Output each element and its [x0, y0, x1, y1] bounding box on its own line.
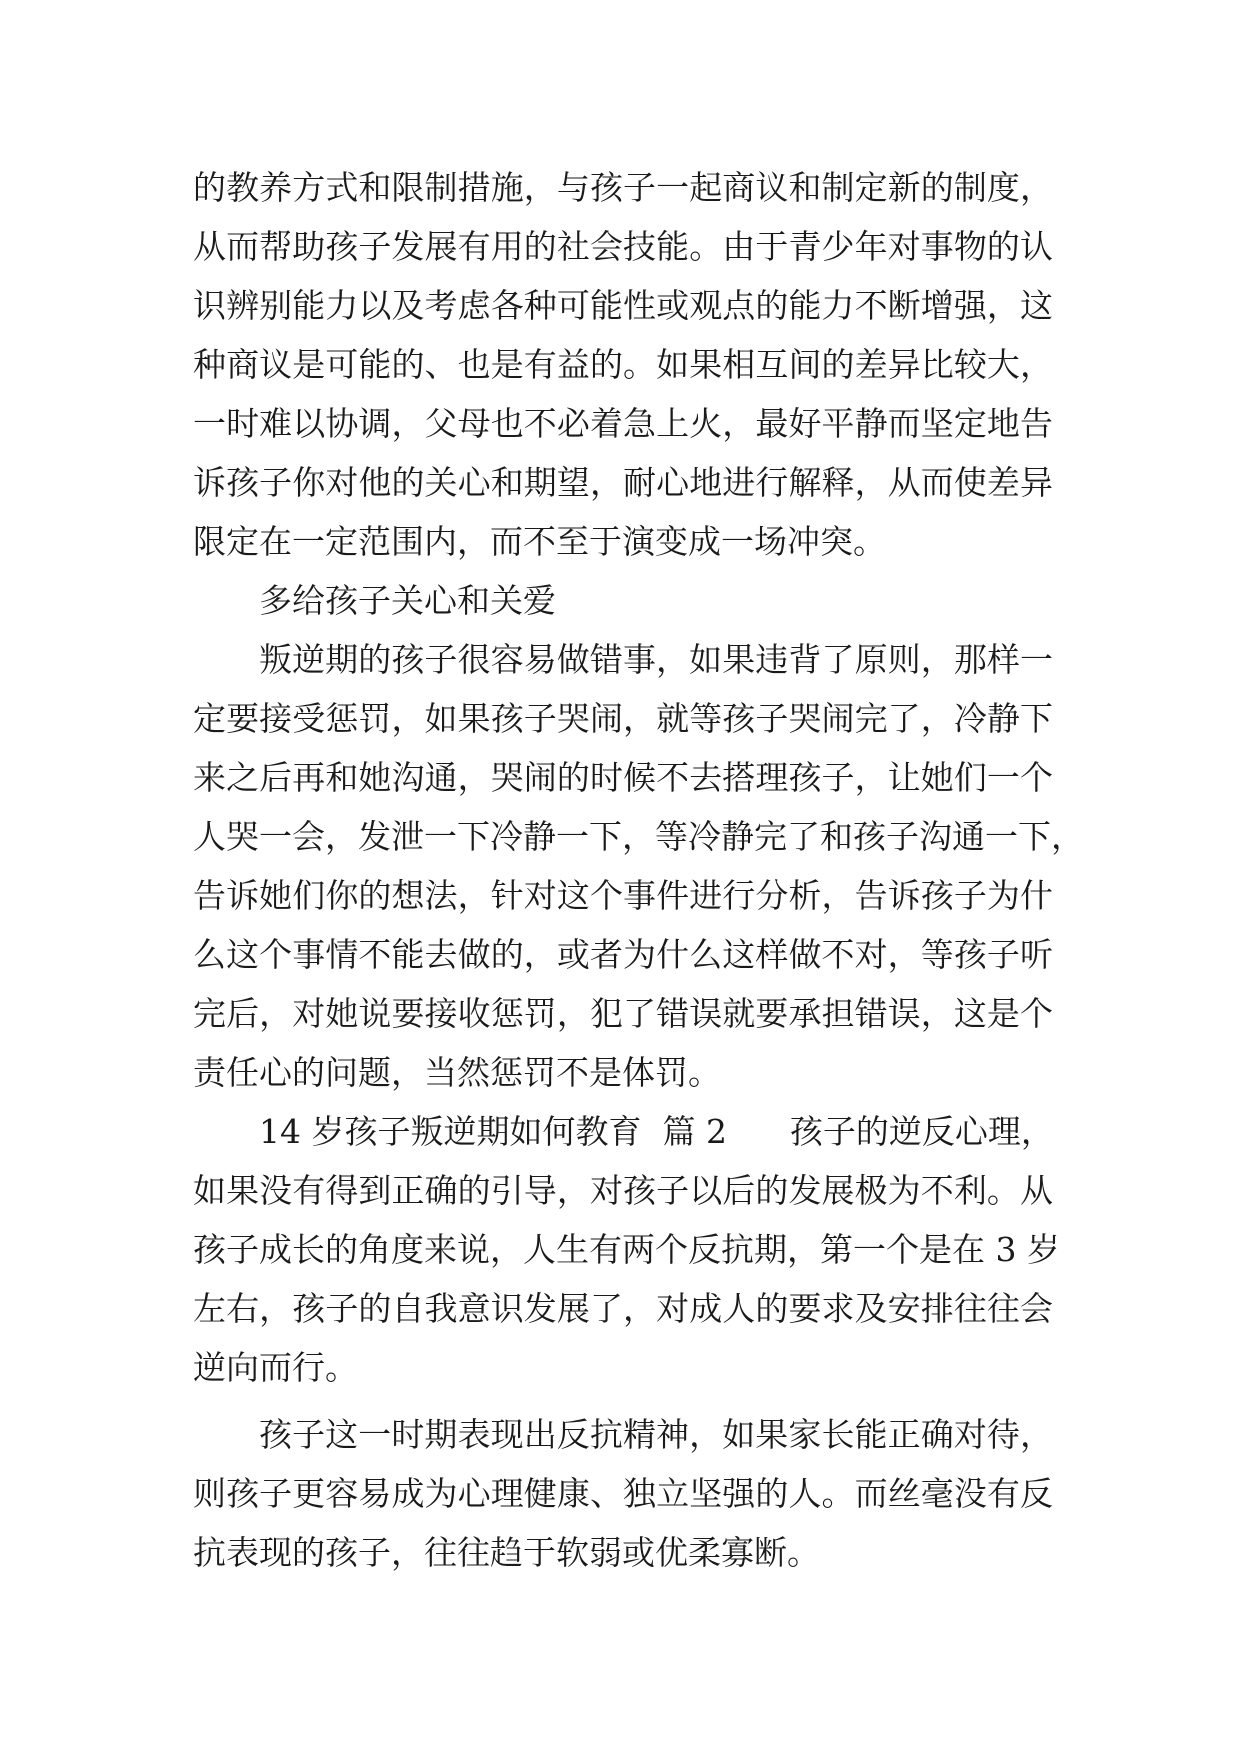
paragraph-spacer	[193, 1397, 1053, 1405]
text-line: 识辨别能力以及考虑各种可能性或观点的能力不断增强，这	[193, 286, 1053, 325]
text-line: 叛逆期的孩子很容易做错事，如果违背了原则，那样一	[259, 640, 1053, 679]
text-line: 么这个事情不能去做的，或者为什么这样做不对，等孩子听	[193, 935, 1053, 974]
text-line: 人哭一会，发泄一下冷静一下，等冷静完了和孩子沟通一下，	[193, 817, 1084, 856]
paragraph	[193, 1405, 1053, 1582]
text-line: 抗表现的孩子，往往趋于软弱或优柔寡断。	[193, 1533, 820, 1572]
text-line: 定要接受惩罚，如果孩子哭闹，就等孩子哭闹完了，冷静下	[193, 699, 1053, 738]
text-line: 从而帮助孩子发展有用的社会技能。由于青少年对事物的认	[193, 227, 1053, 266]
document-body	[193, 158, 1084, 1582]
text-line: 的教养方式和限制措施，与孩子一起商议和制定新的制度，	[193, 168, 1053, 207]
text-line: 限定在一定范围内，而不至于演变成一场冲突。	[193, 522, 886, 561]
paragraph	[193, 158, 1053, 571]
text-line: 来之后再和她沟通，哭闹的时候不去搭理孩子，让她们一个	[193, 758, 1053, 797]
text-line: 孩子这一时期表现出反抗精神，如果家长能正确对待，	[259, 1415, 1053, 1454]
text-line: 14 岁孩子叛逆期如何教育 篇 2 孩子的逆反心理，	[259, 1112, 1054, 1151]
text-line: 诉孩子你对他的关心和期望，耐心地进行解释，从而使差异	[193, 463, 1053, 502]
text-line: 告诉她们你的想法，针对这个事件进行分析，告诉孩子为什	[193, 876, 1053, 915]
paragraph	[193, 1102, 1060, 1397]
text-line: 则孩子更容易成为心理健康、独立坚强的人。而丝毫没有反	[193, 1474, 1053, 1513]
text-line: 种商议是可能的、也是有益的。如果相互间的差异比较大，	[193, 345, 1053, 384]
text-line: 孩子成长的角度来说，人生有两个反抗期，第一个是在 3 岁	[193, 1230, 1060, 1269]
text-line: 逆向而行。	[193, 1348, 358, 1387]
text-line: 多给孩子关心和关爱	[259, 581, 556, 620]
section-heading	[193, 571, 1053, 630]
text-line: 完后，对她说要接收惩罚，犯了错误就要承担错误，这是个	[193, 994, 1053, 1033]
text-line: 左右，孩子的自我意识发展了，对成人的要求及安排往往会	[193, 1289, 1053, 1328]
text-line: 如果没有得到正确的引导，对孩子以后的发展极为不利。从	[193, 1171, 1053, 1210]
text-line: 责任心的问题，当然惩罚不是体罚。	[193, 1053, 721, 1092]
text-line: 一时难以协调，父母也不必着急上火，最好平静而坚定地告	[193, 404, 1053, 443]
paragraph	[193, 630, 1084, 1102]
